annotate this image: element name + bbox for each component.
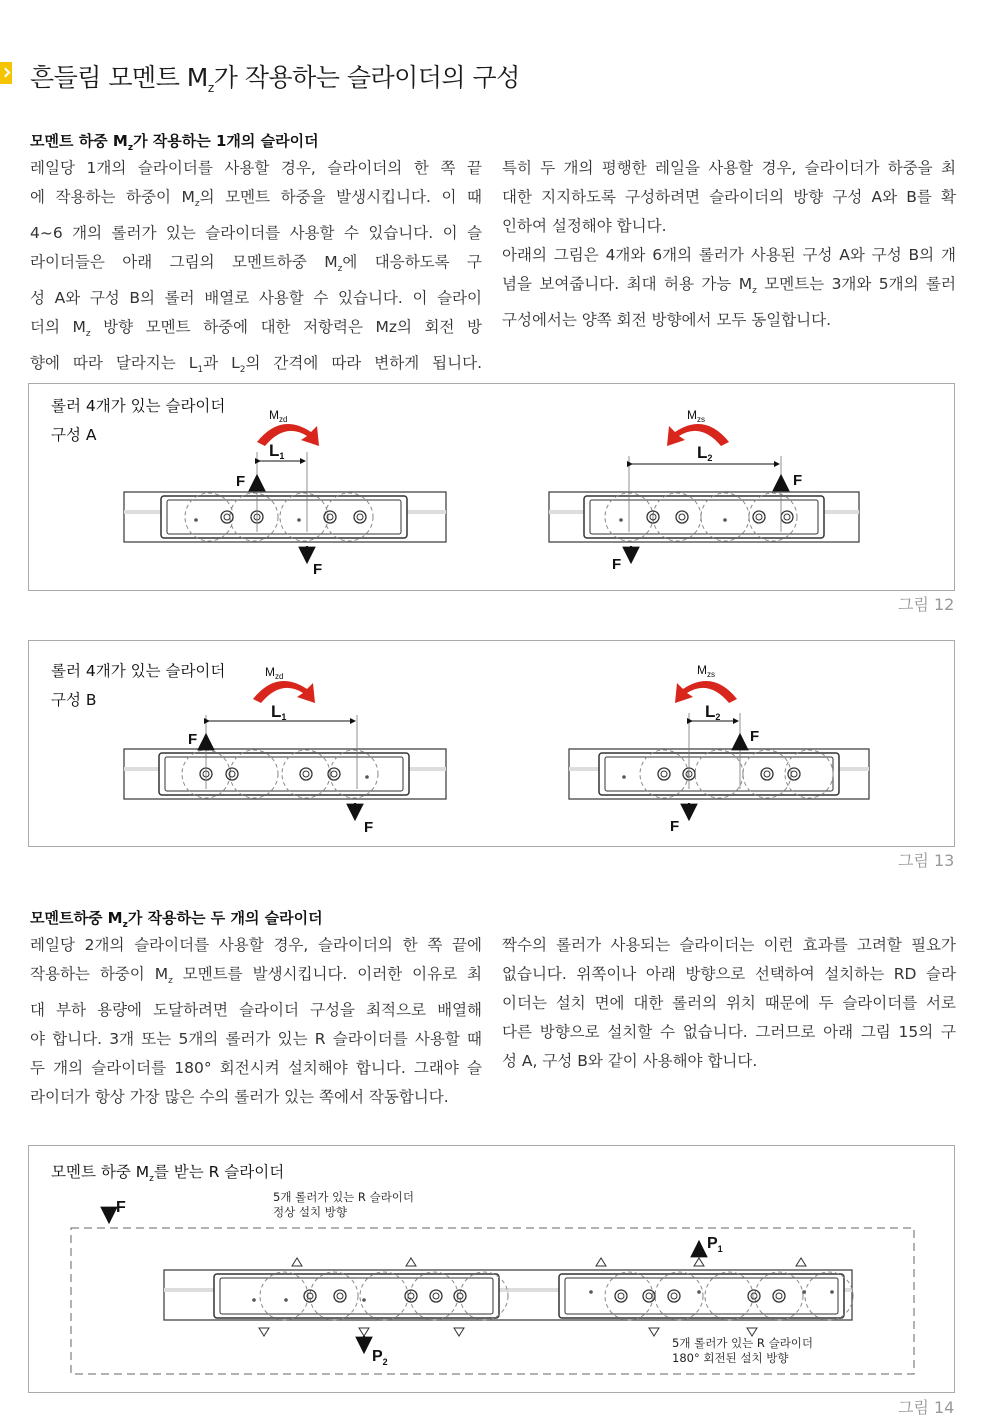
page-title: 흔들림 모멘트 $M_z$가 작용하는 슬라이더의 구성 — [30, 63, 520, 95]
section1-heading: 모멘트 하중 $M_z$가 작용하는 1개의 슬라이더 — [30, 132, 319, 153]
figure13-moment-right: $M_{zs}$ — [697, 663, 715, 679]
figure12-dim-right: L2 — [697, 443, 713, 463]
section2-left-paragraph: 레일당 2개의 슬라이더를 사용할 경우, 슬라이더의 한 쪽 끝에 작용하는 하중이 $M_z$ 모멘트를 발생시킵니다. 이러한 이유로 최 대 부하 용량에 도달하려면 슬라이더 구성을 최적으로 배열해 야 합니다. 3개 또는 5개의 롤러가 있는 R 슬라이더를 사용할 때 두 개의 슬라이더를 180° 회전시켜 설치해야 합니다. 그래야 슬 라이더가 항상 가장 많은 수의 롤러가 있는 쪽에서 작동합니다. — [30, 936, 482, 1106]
figure13-moment-arrow-right — [675, 681, 737, 703]
figure12-force-right-down: F — [612, 556, 622, 573]
figure13-caption: 그림 13 — [898, 851, 955, 870]
figure13-moment-arrow-left — [253, 681, 315, 703]
figure12-force-left-up: F — [236, 473, 246, 490]
figure14-note-top: 5개 롤러가 있는 R 슬라이더 정상 설치 방향 — [273, 1190, 415, 1219]
figure13-force-right-down: F — [670, 818, 680, 835]
figure12-label: 롤러 4개가 있는 슬라이더 구성 A — [51, 397, 226, 444]
figure13-label: 롤러 4개가 있는 슬라이더 구성 B — [51, 662, 226, 709]
section2-heading: 모멘트하중 $M_z$가 작용하는 두 개의 슬라이더 — [30, 909, 323, 930]
figure12-frame — [28, 383, 955, 591]
figure12-moment-arrow-left — [257, 424, 319, 446]
figure14-force: F — [116, 1199, 126, 1216]
figure13-force-left-up: F — [188, 731, 198, 748]
figure13-force-left-down: F — [364, 819, 374, 836]
figure12-slider-left — [124, 492, 446, 542]
figure14-caption: 그림 14 — [898, 1398, 955, 1417]
figure13-slider-left — [124, 749, 446, 799]
figure13-slider-right — [569, 749, 869, 799]
figure14-diagram — [29, 1146, 953, 1391]
section1-left-paragraph: 레일당 1개의 슬라이더를 사용할 경우, 슬라이더의 한 쪽 끝 에 작용하는 하중이 $M_z$의 모멘트 하중을 발생시킵니다. 이 때 4~6 개의 롤러가 있는 슬라이더를 사용할 수 있습니다. 이 슬 라이더들은 아래 그림의 모멘트하중 $M_z$에 대응하도록 구 성 A와 구성 B의 롤러 배열로 사용할 수 있습니다. 이 슬라이 더의 $M_z$ 방향 모멘트 하중에 대한 저항력은 Mz의 회전 방 향에 따라 달라지는 $L_1$과 $L_2$의 간격에 따라 변하게 됩니다. — [30, 159, 483, 375]
figure13-dim-right: L2 — [705, 702, 721, 722]
figure12-diagram — [29, 384, 953, 589]
figure14-slider-left — [214, 1272, 508, 1320]
figure13-frame — [28, 640, 955, 847]
title-marker-icon — [0, 62, 12, 84]
section2-right-paragraph: 짝수의 롤러가 사용되는 슬라이더는 이런 효과를 고려할 필요가 없습니다. 위쪽이나 아래 방향으로 선택하여 설치하는 RD 슬라 이더는 설치 면에 대한 롤러의 위치 때문에 두 슬라이더를 서로 다른 방향으로 설치할 수 없습니다. 그러므로 아래 그림 15의 구 성 A, 구성 B와 같이 사용해야 합니다. — [502, 936, 956, 1070]
figure12-slider-right — [549, 492, 859, 542]
figure13-force-right-up: F — [750, 728, 760, 745]
figure12-caption: 그림 12 — [898, 595, 955, 614]
figure14-p1: $P_1$ — [707, 1235, 723, 1254]
figure12-dim-left: L1 — [269, 441, 285, 461]
figure13-dim-left: L1 — [271, 702, 287, 722]
figure14-frame — [28, 1145, 955, 1393]
figure14-label: 모멘트 하중 $M_z$를 받는 R 슬라이더 — [51, 1163, 285, 1184]
section1-right-paragraph: 특히 두 개의 평행한 레일을 사용할 경우, 슬라이더가 하중을 최 대한 지지하도록 구성하려면 슬라이더의 방향 구성 A와 B를 확 인하여 설정해야 합니다. 아래의 그림은 4개와 6개의 롤러가 사용된 구성 A와 구성 B의 개 념을 보여줍니다. 최대 허용 가능 $M_z$ 모멘트는 3개와 5개의 롤러 구성에서는 양쪽 회전 방향에서 모두 동일합니다. — [502, 159, 956, 329]
figure14-slider-right — [559, 1272, 853, 1320]
figure13-moment-left: $M_{zd}$ — [265, 665, 284, 681]
figure12-force-right-up: F — [793, 472, 803, 489]
figure12-force-left-down: F — [313, 561, 323, 578]
figure12-moment-right: $M_{zs}$ — [687, 408, 705, 424]
figure14-note-bottom: 5개 롤러가 있는 R 슬라이더 180° 회전된 설치 방향 — [672, 1336, 814, 1365]
figure12-moment-left: $M_{zd}$ — [269, 408, 288, 424]
figure13-diagram — [29, 641, 953, 845]
figure14-p2: $P_2$ — [372, 1348, 388, 1367]
